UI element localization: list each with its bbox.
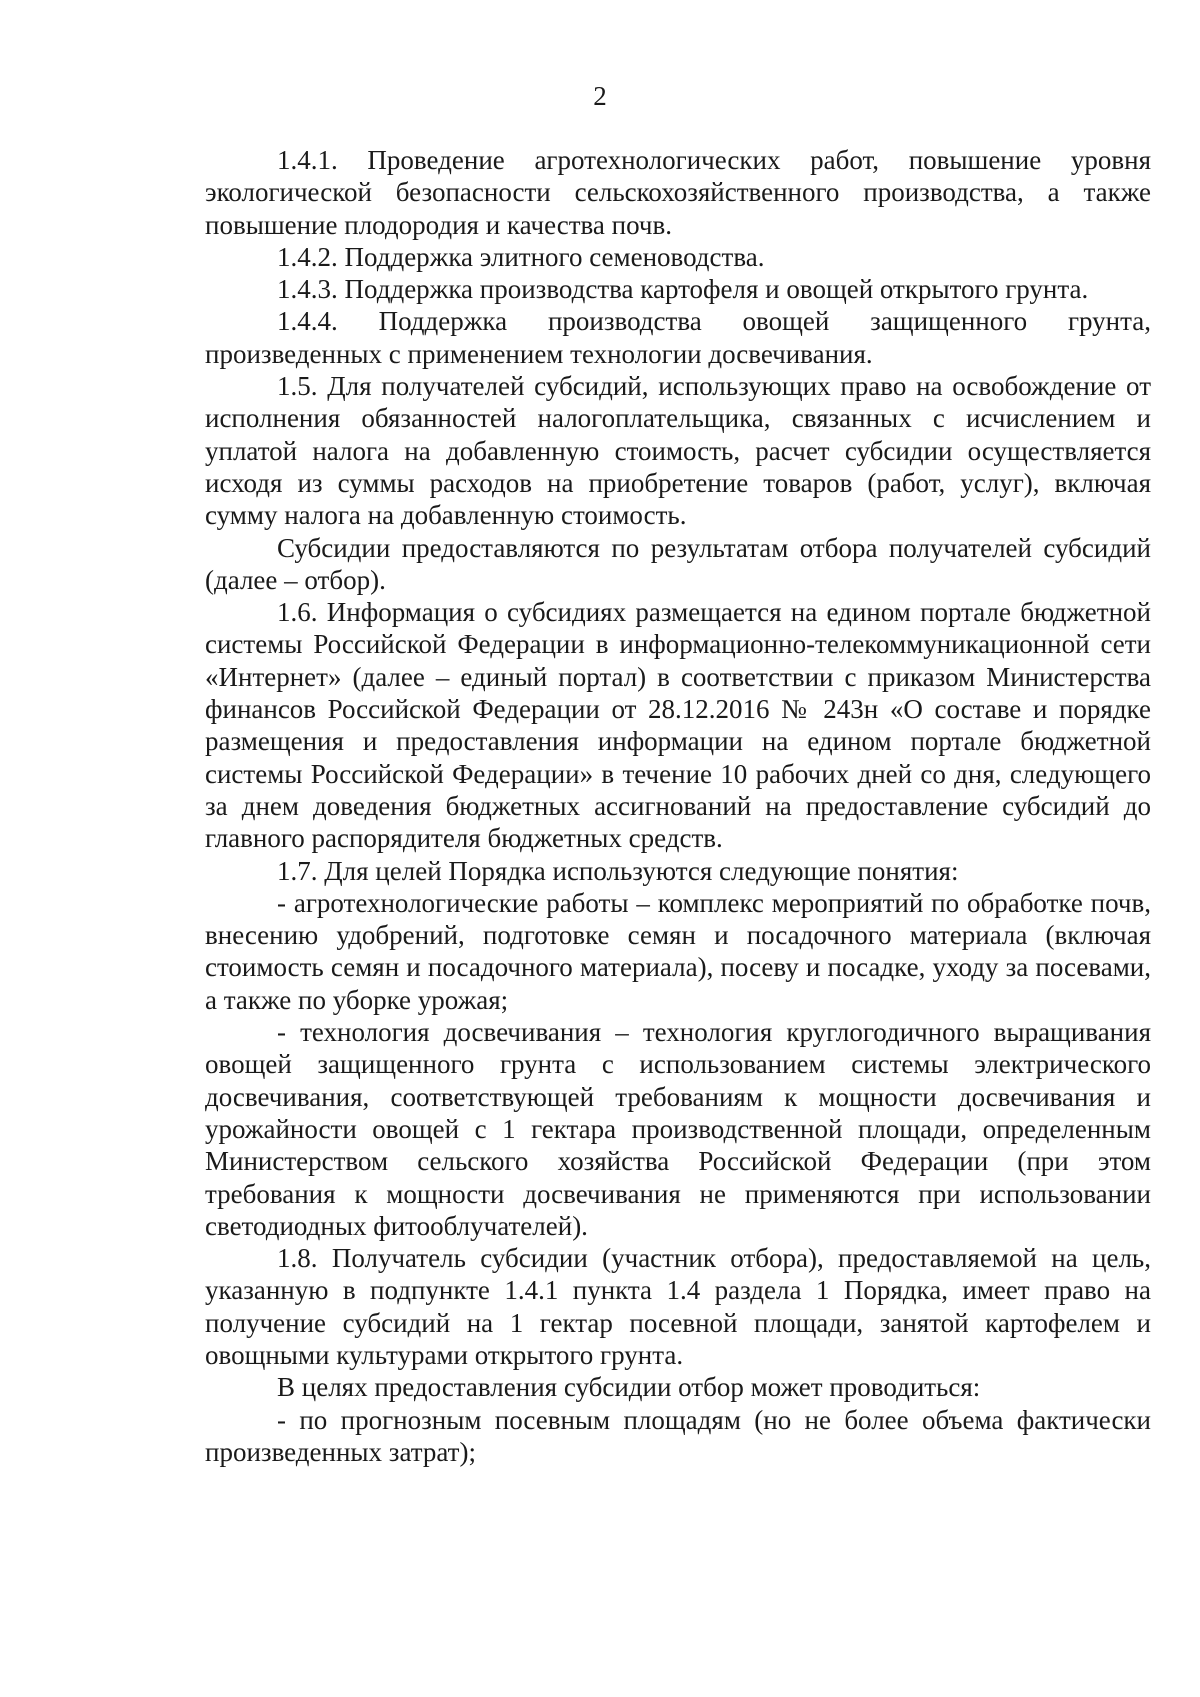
list-item-forecast-areas: - по прогнозным посевным площадям (но не более объема фактически произведенных затрат); (205, 1404, 1151, 1467)
paragraph-1-4-1: 1.4.1. Проведение агротехнологических работ, повышение уровня экологической безопасности сельскохозяйственного производства, а также повышение плодородия и качества почв. (205, 145, 1151, 240)
paragraph-1-4-3: 1.4.3. Поддержка производства картофеля и овощей открытого грунта. (277, 274, 1089, 305)
paragraph-1-7: 1.7. Для целей Порядка используются следующие понятия: (277, 855, 959, 886)
document-body (205, 144, 1151, 1468)
paragraph-1-8: 1.8. Получатель субсидии (участник отбора), предоставляемой на цель, указанную в подпункте 1.4.1 пункта 1.4 раздела 1 Порядка, имеет право на получение субсидий на 1 гектар посевной площади, занятой картофелем и овощными культурами открытого грунта. (205, 1243, 1151, 1370)
paragraph-1-6: 1.6. Информация о субсидиях размещается на едином портале бюджетной системы Российской Федерации в информационно-телекоммуникационной сети «Интернет» (далее – единый портал) в соответствии с приказом Министерства финансов Российской Федерации от 28.12.2016 № 243н «О составе и порядке размещения и предоставления информации на едином портале бюджетной системы Российской Федерации» в течение 10 рабочих дней со дня, следующего за днем доведения бюджетных ассигнований на предоставление субсидий до главного распорядителя бюджетных средств. (205, 597, 1151, 854)
page-number: 2 (593, 81, 607, 111)
paragraph-1-4-2: 1.4.2. Поддержка элитного семеноводства. (277, 241, 765, 272)
paragraph-selection-conditions: В целях предоставления субсидии отбор может проводиться: (277, 1372, 981, 1403)
paragraph-1-5: 1.5. Для получателей субсидий, использующих право на освобождение от исполнения обязанностей налогоплательщика, связанных с исчислением и уплатой налога на добавленную стоимость, расчет субсидии осуществляется исходя из суммы расходов на приобретение товаров (работ, услуг), включая сумму налога на добавленную стоимость. (205, 371, 1151, 531)
paragraph-1-4-4: 1.4.4. Поддержка производства овощей защищенного грунта, произведенных с применением технологии досвечивания. (205, 306, 1151, 369)
definition-supplementary-lighting: - технология досвечивания – технология круглогодичного выращивания овощей защищенного грунта с использованием системы электрического досвечивания, соответствующей требованиям к мощности досвечивания и урожайности овощей с 1 гектара производственной площади, определенным Министерством сельского хозяйства Российской Федерации (при этом требования к мощности досвечивания не применяются при использовании светодиодных фитооблучателей). (205, 1017, 1151, 1241)
definition-agrotech-works: - агротехнологические работы – комплекс мероприятий по обработке почв, внесению удобрений, подготовке семян и посадочного материала (включая стоимость семян и посадочного материала), посеву и посадке, уходу за посевами, а также по уборке урожая; (205, 887, 1151, 1015)
paragraph-subsidies-selection: Субсидии предоставляются по результатам отбора получателей субсидий (далее – отбор). (205, 532, 1151, 595)
